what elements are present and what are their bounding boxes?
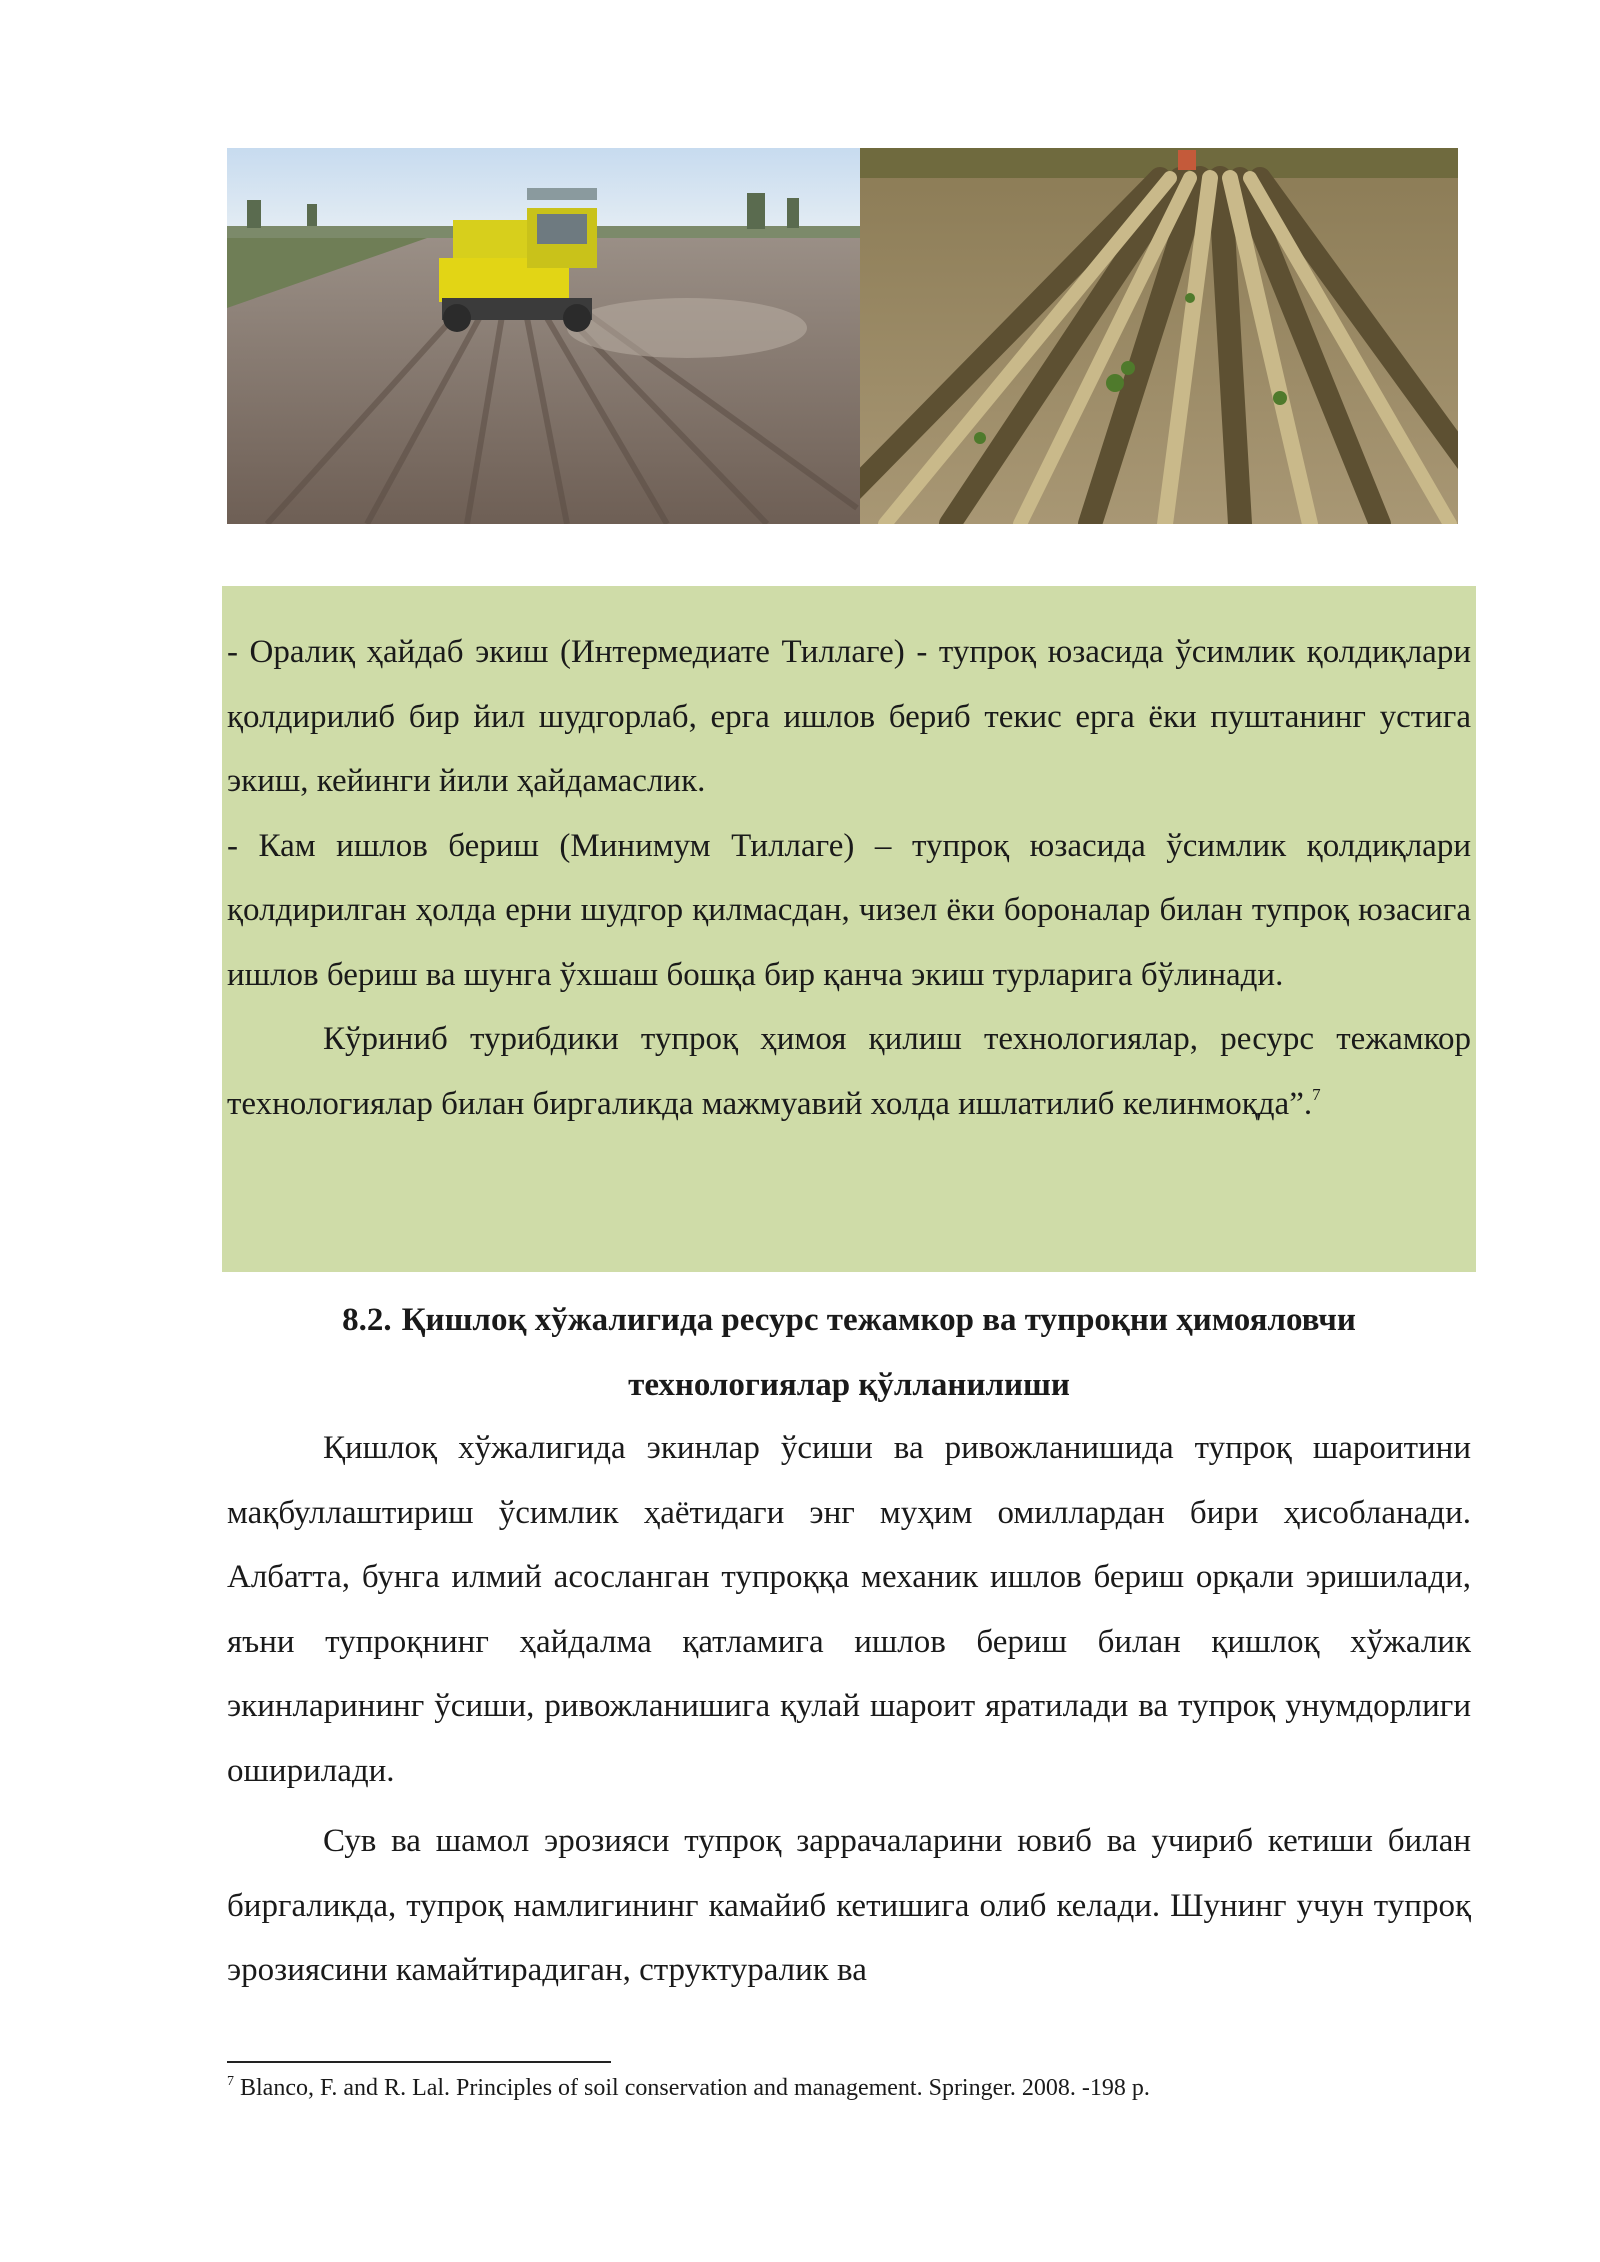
body-paragraph-2: Сув ва шамол эрозияси тупроқ заррачаларини ювиб ва учириб кетиши билан биргаликда, тупроқ намлигининг камайиб кетишига олиб келади. Шунинг учун тупроқ эрозиясини камайтирадиган, структуралик ва <box>227 1823 1471 1988</box>
footnote-separator <box>227 2061 611 2063</box>
quote-conclusion-text: Кўриниб турибдики тупроқ ҳимоя қилиш технологиялар, ресурс тежамкор технологиялар билан биргаликда мажмуавий холда ишлатилиб келинмоқда”. <box>227 1021 1471 1122</box>
furrow-field-image <box>860 148 1458 524</box>
figure-photos <box>227 148 1458 524</box>
quote-paragraph-minimum-tillage: - Кам ишлов бериш (Минимум Тиллаге) – тупроқ юзасида ўсимлик қолдиқлари қолдирилган ҳолда ерни шудгор қилмасдан, чизел ёки бороналар билан тупроқ юзасига ишлов бериш ва шунга ўхшаш бошқа бир қанча экиш турларига бўлинади. <box>227 827 1471 993</box>
quote-paragraph-intermediate-tillage: - Оралиқ ҳайдаб экиш (Интермедиате Тиллаге) - тупроқ юзасида ўсимлик қолдиқлари қолдирилиб бир йил шудгорлаб, ерга ишлов бериб текис ерга ёки пуштанинг устига экиш, кейинги йили ҳайдамаслик. <box>227 634 1471 799</box>
footnote-reference: 7 <box>1312 1084 1321 1104</box>
highlighted-quote <box>227 620 1471 1136</box>
footnote <box>227 2072 1471 2104</box>
body-text <box>227 1416 1471 2009</box>
section-title-line2: технологиялар қўлланилиши <box>628 1366 1070 1403</box>
footnote-text: Blanco, F. and R. Lal. Principles of soil conservation and management. Springer. 2008. -198 p. <box>240 2075 1150 2101</box>
furrow-field-photo <box>860 148 1458 524</box>
footnote-marker: 7 <box>227 2074 234 2089</box>
section-number: 8.2. <box>342 1302 392 1338</box>
quote-paragraph-conclusion <box>227 1007 1471 1136</box>
tractor-field-photo <box>227 148 860 524</box>
body-paragraph-1: Қишлоқ хўжалигида экинлар ўсиши ва ривожланишида тупроқ шароитини мақбуллаштириш ўсимлик ҳаётидаги энг муҳим омиллардан бири ҳисобланади. Албатта, бунга илмий асосланган тупроққа механик ишлов бериш орқали эришилади, яъни тупроқнинг ҳайдалма қатламига ишлов бериш билан қишлоқ хўжалик экинларининг ўсиши, ривожланишига қулай шароит яратилади ва тупроқ унумдорлиги оширилади. <box>227 1430 1471 1789</box>
tractor-field-image <box>227 148 860 524</box>
section-heading <box>227 1288 1471 1417</box>
section-title-line1: Қишлоқ хўжалигида ресурс тежамкор ва тупроқни ҳимояловчи <box>401 1302 1356 1338</box>
